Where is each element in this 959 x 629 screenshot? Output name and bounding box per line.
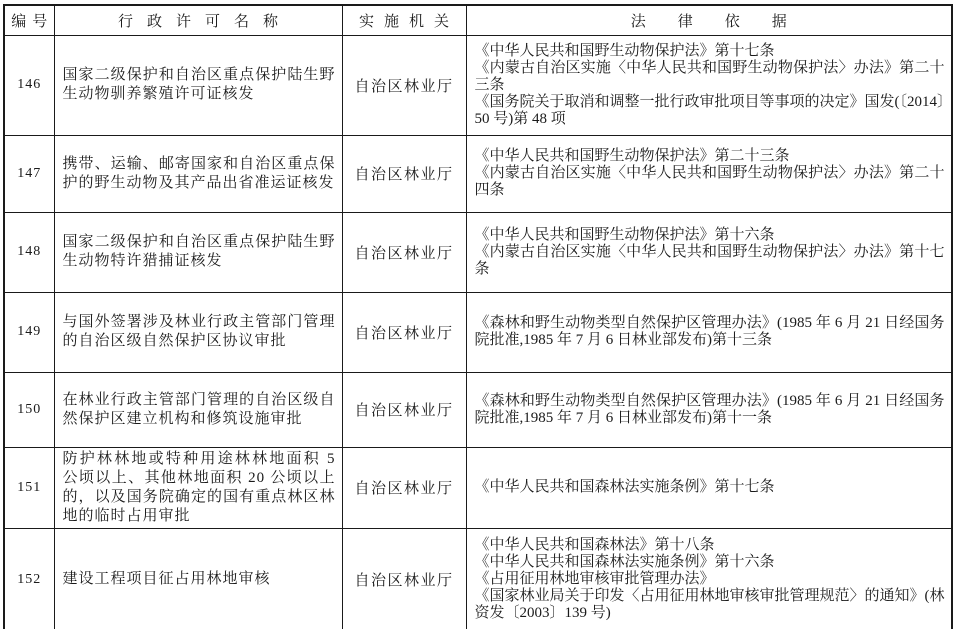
license-name: 携带、运输、邮寄国家和自治区重点保护的野生动物及其产品出省准运证核发 — [54, 135, 342, 212]
legal-basis-item: 《中华人民共和国森林法》第十八条 — [474, 537, 715, 554]
header-name: 行政许可名称 — [54, 5, 342, 35]
table-row — [4, 528, 952, 629]
legal-basis — [466, 447, 952, 528]
table-row — [4, 35, 952, 135]
table-row — [4, 135, 952, 212]
implementing-agency: 自治区林业厅 — [342, 212, 466, 292]
legal-basis-item: 《森林和野生动物类型自然保护区管理办法》(1985 年 6 月 21 日经国务院批准,1985 年 7 月 6 日林业部发布)第十一条 — [474, 392, 945, 426]
legal-basis — [466, 372, 952, 447]
header-id: 编号 — [4, 5, 54, 35]
row-number: 146 — [4, 35, 54, 135]
license-name: 在林业行政主管部门管理的自治区级自然保护区建立机构和修筑设施审批 — [54, 372, 342, 447]
legal-basis — [466, 528, 952, 629]
legal-basis-item: 《中华人民共和国森林法实施条例》第十六条 — [474, 554, 775, 571]
legal-basis-item: 《国务院关于取消和调整一批行政审批项目等事项的决定》国发(〔2014〕50 号)第 48 项 — [474, 93, 945, 127]
table-row — [4, 292, 952, 372]
legal-basis — [466, 292, 952, 372]
legal-basis — [466, 212, 952, 292]
legal-basis-item: 《占用征用林地审核审批管理办法》 — [474, 571, 715, 588]
license-name: 国家二级保护和自治区重点保护陆生野生动物特许猎捕证核发 — [54, 212, 342, 292]
table-row — [4, 372, 952, 447]
implementing-agency: 自治区林业厅 — [342, 135, 466, 212]
license-table — [3, 4, 953, 629]
table-header — [4, 5, 952, 35]
row-number: 152 — [4, 528, 54, 629]
license-name: 防护林林地或特种用途林林地面积 5 公顷以上、其他林地面积 20 公顷以上的，以及国务院确定的国有重点林区林地的临时占用审批 — [54, 447, 342, 528]
header-legal: 法律依据 — [466, 5, 952, 35]
implementing-agency: 自治区林业厅 — [342, 372, 466, 447]
legal-basis-item: 《国家林业局关于印发〈占用征用林地审核审批管理规范〉的通知》(林资发〔2003〕139 号) — [474, 588, 945, 622]
implementing-agency: 自治区林业厅 — [342, 35, 466, 135]
row-number: 151 — [4, 447, 54, 528]
license-name: 与国外签署涉及林业行政主管部门管理的自治区级自然保护区协议审批 — [54, 292, 342, 372]
legal-basis-item: 《中华人民共和国野生动物保护法》第二十三条 — [474, 148, 790, 164]
license-name: 建设工程项目征占用林地审核 — [54, 528, 342, 629]
table-body — [4, 35, 952, 629]
license-name: 国家二级保护和自治区重点保护陆生野生动物驯养繁殖许可证核发 — [54, 35, 342, 135]
legal-basis-item: 《中华人民共和国野生动物保护法》第十六条 — [474, 226, 775, 243]
table-row — [4, 447, 952, 528]
row-number: 147 — [4, 135, 54, 212]
legal-basis-item: 《森林和野生动物类型自然保护区管理办法》(1985 年 6 月 21 日经国务院批准,1985 年 7 月 6 日林业部发布)第十三条 — [474, 315, 945, 348]
table-row — [4, 212, 952, 292]
header-row — [4, 5, 952, 35]
legal-basis-item: 《内蒙古自治区实施〈中华人民共和国野生动物保护法〉办法》第二十三条 — [474, 59, 945, 93]
row-number: 150 — [4, 372, 54, 447]
implementing-agency: 自治区林业厅 — [342, 447, 466, 528]
legal-basis-item: 《内蒙古自治区实施〈中华人民共和国野生动物保护法〉办法》第二十四条 — [474, 165, 945, 198]
legal-basis-item: 《中华人民共和国森林法实施条例》第十七条 — [474, 479, 775, 495]
implementing-agency: 自治区林业厅 — [342, 292, 466, 372]
row-number: 148 — [4, 212, 54, 292]
legal-basis-item: 《内蒙古自治区实施〈中华人民共和国野生动物保护法〉办法》第十七条 — [474, 243, 945, 277]
legal-basis-item: 《中华人民共和国野生动物保护法》第十七条 — [474, 42, 775, 59]
row-number: 149 — [4, 292, 54, 372]
implementing-agency: 自治区林业厅 — [342, 528, 466, 629]
legal-basis — [466, 135, 952, 212]
legal-basis — [466, 35, 952, 135]
header-agency: 实施机关 — [342, 5, 466, 35]
